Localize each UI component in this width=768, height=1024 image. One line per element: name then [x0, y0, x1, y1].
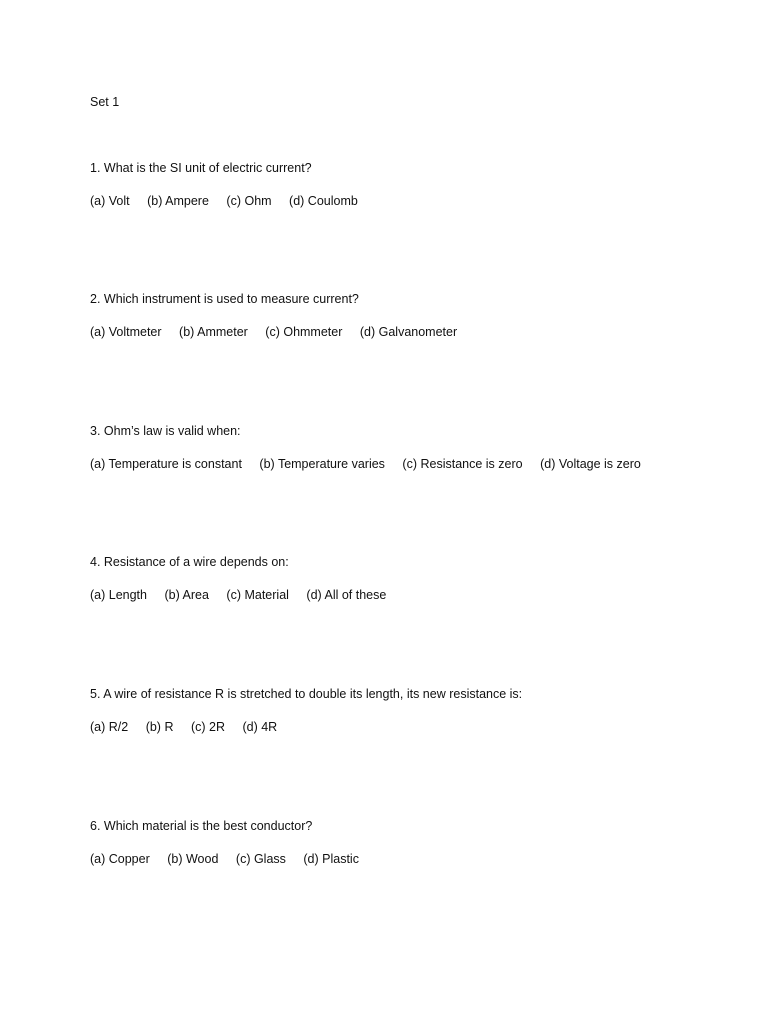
- option-d: (d) Plastic: [303, 852, 359, 866]
- question-text: 5. A wire of resistance R is stretched to double its length, its new resistance is:: [90, 687, 523, 701]
- question-text: 6. Which material is the best conductor?: [90, 819, 313, 833]
- question-1: [90, 160, 730, 209]
- option-d: (d) Voltage is zero: [540, 457, 641, 471]
- option-d: (d) Galvanometer: [359, 325, 458, 339]
- option-b: (b) Wood: [167, 852, 219, 866]
- question-text: 2. Which instrument is used to measure current?: [90, 292, 359, 306]
- question-options: [90, 456, 730, 472]
- option-b: (b) Ammeter: [179, 325, 248, 339]
- option-b: (b) Area: [164, 588, 209, 602]
- option-a: (a) Volt: [90, 194, 130, 208]
- option-d: (d) Coulomb: [289, 194, 358, 208]
- question-options: [90, 587, 730, 603]
- question-options: [90, 193, 730, 209]
- option-c: (c) Glass: [235, 852, 286, 866]
- option-c: (c) Ohmmeter: [265, 325, 343, 339]
- question-text: 1. What is the SI unit of electric current?: [90, 161, 312, 175]
- option-b: (b) Temperature varies: [259, 457, 385, 471]
- question-text: 4. Resistance of a wire depends on:: [90, 555, 289, 569]
- option-a: (a) Length: [90, 588, 147, 602]
- question-options: [90, 851, 730, 867]
- option-a: (a) R/2: [90, 720, 129, 734]
- option-a: (a) Copper: [90, 852, 150, 866]
- question-text: 3. Ohm’s law is valid when:: [90, 424, 241, 438]
- option-c: (c) Resistance is zero: [402, 457, 523, 471]
- question-3: [90, 423, 730, 472]
- option-c: (c) 2R: [190, 720, 225, 734]
- option-d: (d) 4R: [242, 720, 278, 734]
- option-b: (b) R: [145, 720, 174, 734]
- option-a: (a) Temperature is constant: [90, 457, 242, 471]
- question-5: [90, 686, 730, 735]
- set-title: Set 1: [90, 95, 120, 109]
- option-b: (b) Ampere: [147, 194, 209, 208]
- option-c: (c) Material: [226, 588, 289, 602]
- question-options: [90, 719, 730, 735]
- option-c: (c) Ohm: [226, 194, 272, 208]
- question-4: [90, 554, 730, 603]
- question-2: [90, 291, 730, 340]
- option-a: (a) Voltmeter: [90, 325, 162, 339]
- question-6: [90, 818, 730, 867]
- question-options: [90, 324, 730, 340]
- option-d: (d) All of these: [306, 588, 387, 602]
